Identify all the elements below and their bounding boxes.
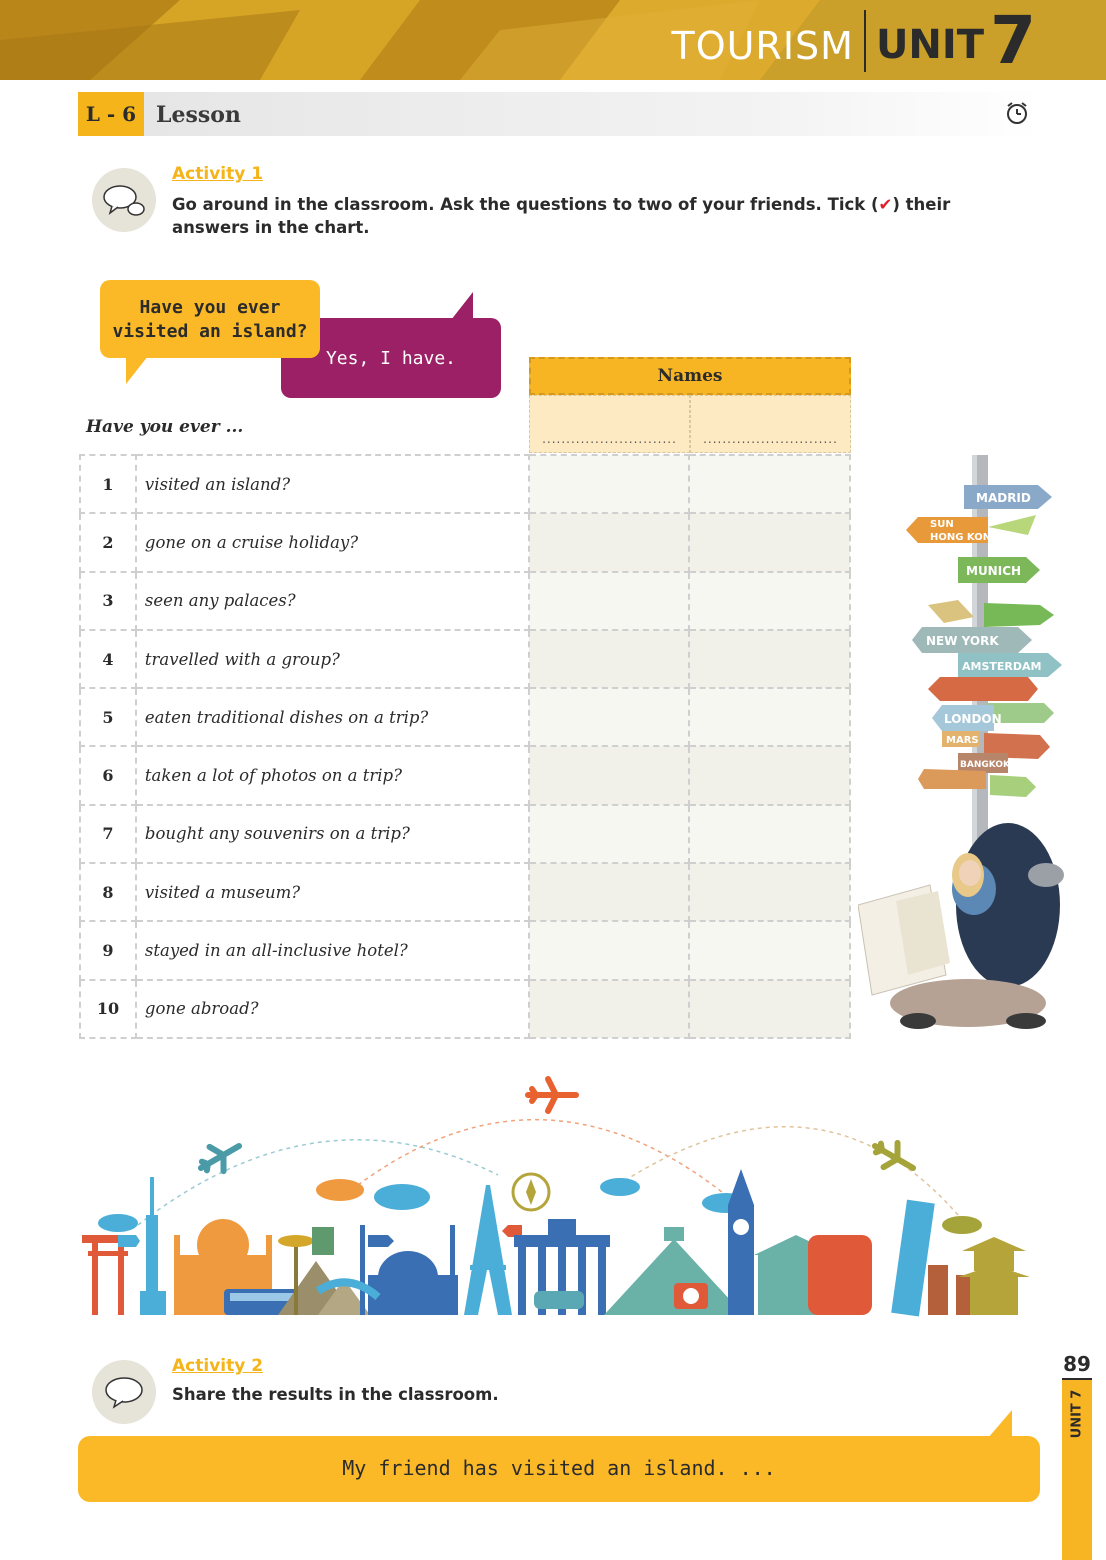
answer-cell-friend-1[interactable] <box>529 921 690 979</box>
table-row <box>80 863 850 921</box>
unit-title <box>671 2 1036 79</box>
answer-cell-friend-2[interactable] <box>689 805 850 863</box>
question-text: bought any souvenirs on a trip? <box>136 805 529 863</box>
instruction-text-end: ) their answers in the chart. <box>172 195 951 237</box>
question-bubble <box>100 280 320 358</box>
question-text: visited a museum? <box>136 863 529 921</box>
title-divider <box>864 10 866 72</box>
question-text: Have you ever visited an island? <box>112 297 308 342</box>
activity-1-instruction <box>172 193 1032 239</box>
answer-cell-friend-2[interactable] <box>689 746 850 804</box>
sign-hong-kong: HONG KONG <box>930 532 1000 543</box>
sign-bangkok: BANGKOK <box>960 760 1010 770</box>
answer-cell-friend-1[interactable] <box>529 688 690 746</box>
activity-2-instruction: Share the results in the classroom. <box>172 1385 499 1404</box>
example-bubble-tail <box>988 1410 1012 1438</box>
unit-side-tab <box>1062 1380 1092 1560</box>
sign-madrid: MADRID <box>976 491 1031 505</box>
table-row <box>80 746 850 804</box>
table-row <box>80 455 850 513</box>
tick-icon: ✔ <box>878 195 893 214</box>
activity-2-title: Activity 2 <box>172 1356 264 1376</box>
question-text: visited an island? <box>136 455 529 513</box>
question-number: 6 <box>80 746 136 804</box>
lesson-bar-background <box>144 92 1040 136</box>
landmarks <box>82 1169 1030 1316</box>
question-number: 7 <box>80 805 136 863</box>
sign-new-york: NEW YORK <box>926 634 999 648</box>
world-landmarks-skyline <box>78 1065 1040 1325</box>
answer-cell-friend-2[interactable] <box>689 630 850 688</box>
answer-cell-friend-1[interactable] <box>529 863 690 921</box>
unit-word: UNIT <box>875 22 985 68</box>
sign-london: LONDON <box>944 712 1002 726</box>
question-text: travelled with a group? <box>136 630 529 688</box>
page-number: 89 <box>1063 1352 1091 1376</box>
example-sentence-bubble <box>78 1436 1040 1502</box>
answer-cell-friend-1[interactable] <box>529 455 690 513</box>
sign-sun: SUN <box>930 519 954 530</box>
question-number: 1 <box>80 455 136 513</box>
question-text: stayed in an all-inclusive hotel? <box>136 921 529 979</box>
answer-cell-friend-2[interactable] <box>689 863 850 921</box>
answer-cell-friend-2[interactable] <box>689 688 850 746</box>
question-number: 8 <box>80 863 136 921</box>
sign-munich: MUNICH <box>966 564 1022 578</box>
question-number: 9 <box>80 921 136 979</box>
answer-cell-friend-1[interactable] <box>529 630 690 688</box>
question-text: gone abroad? <box>136 980 529 1038</box>
example-sentence: My friend has visited an island. ... <box>342 1456 776 1480</box>
question-bubble-tail <box>126 356 148 384</box>
name-slot-1[interactable]: ............................ <box>529 395 690 453</box>
side-tab-label: UNIT 7 <box>1069 1389 1085 1439</box>
answer-cell-friend-2[interactable] <box>689 513 850 571</box>
skyline-illustration <box>78 1065 1040 1325</box>
question-number: 2 <box>80 513 136 571</box>
signpost-traveller-illustration <box>858 455 1068 1045</box>
question-text: seen any palaces? <box>136 572 529 630</box>
answer-cell-friend-2[interactable] <box>689 455 850 513</box>
traveller-figure <box>858 823 1064 1029</box>
sign-amsterdam: AMSTERDAM <box>962 660 1042 673</box>
question-text: eaten traditional dishes on a trip? <box>136 688 529 746</box>
alarm-clock-icon <box>1004 100 1030 126</box>
question-text: gone on a cruise holiday? <box>136 513 529 571</box>
question-table <box>79 454 851 1039</box>
table-row <box>80 572 850 630</box>
answer-cell-friend-1[interactable] <box>529 572 690 630</box>
speech-bubble-icon <box>92 1360 156 1424</box>
unit-topic: TOURISM <box>671 24 854 68</box>
unit-number: 7 <box>990 2 1036 79</box>
table-row <box>80 805 850 863</box>
lesson-bar <box>78 92 1040 136</box>
answer-cell-friend-2[interactable] <box>689 980 850 1038</box>
speech-bubbles-icon <box>92 168 156 232</box>
answer-cell-friend-1[interactable] <box>529 746 690 804</box>
table-row <box>80 980 850 1038</box>
answer-text: Yes, I have. <box>325 348 457 369</box>
compass-icon <box>513 1174 549 1210</box>
answer-cell-friend-2[interactable] <box>689 921 850 979</box>
sign-mars: MARS <box>946 735 979 746</box>
header-band <box>0 0 1106 80</box>
table-row <box>80 921 850 979</box>
chart-prompt: Have you ever ... <box>86 417 244 437</box>
table-row <box>80 513 850 571</box>
answer-cell-friend-2[interactable] <box>689 572 850 630</box>
question-number: 5 <box>80 688 136 746</box>
question-number: 10 <box>80 980 136 1038</box>
activity-1-title: Activity 1 <box>172 164 264 184</box>
question-text: taken a lot of photos on a trip? <box>136 746 529 804</box>
answer-bubble-tail <box>451 292 473 320</box>
table-row <box>80 630 850 688</box>
airplane-icon-olive <box>868 1134 920 1180</box>
table-row <box>80 688 850 746</box>
name-slot-2[interactable]: ............................ <box>690 395 851 453</box>
answer-cell-friend-1[interactable] <box>529 980 690 1038</box>
lesson-code: L - 6 <box>78 92 144 136</box>
question-number: 3 <box>80 572 136 630</box>
lesson-label: Lesson <box>156 102 241 128</box>
question-number: 4 <box>80 630 136 688</box>
instruction-text-start: Go around in the classroom. Ask the questions to two of your friends. Tick ( <box>172 195 879 214</box>
airplane-icon-orange <box>528 1079 576 1111</box>
names-header: Names <box>529 357 851 395</box>
answer-cell-friend-1[interactable] <box>529 805 690 863</box>
answer-cell-friend-1[interactable] <box>529 513 690 571</box>
signpost-illustration <box>858 455 1068 1045</box>
